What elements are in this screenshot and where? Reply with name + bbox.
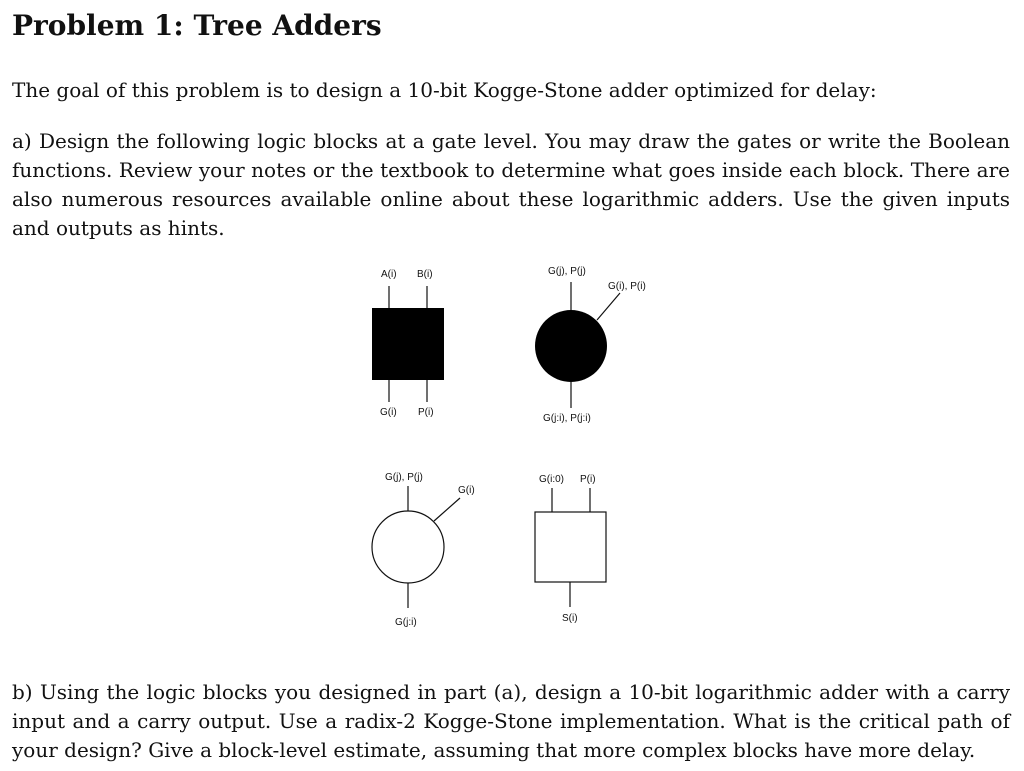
label-a-i: A(i)	[381, 269, 397, 280]
problem-intro: The goal of this problem is to design a 10-bit Kogge-Stone adder optimized for delay:	[12, 78, 877, 102]
label-g-i-side: G(i)	[458, 485, 475, 496]
label-s-i-out: S(i)	[562, 613, 578, 624]
label-g-ji-out: G(j:i)	[395, 617, 417, 628]
part-a-text: a) Design the following logic blocks at a gate level. You may draw the gates or write the Boolean functions. Review your notes or the textbook to determine what goes inside each block. There are also numerous resources available online about these logarithmic adders. Use the given inputs and outputs as hints.	[12, 129, 1010, 240]
label-g-i0: G(i:0)	[539, 474, 564, 485]
black-square-block	[372, 308, 444, 380]
label-gp-j-top-2: G(j), P(j)	[385, 472, 423, 483]
label-p-i-in: P(i)	[580, 474, 596, 485]
white-circle-block	[372, 511, 444, 583]
black-cell-block	[535, 266, 646, 424]
gray-cell-block	[372, 472, 475, 628]
label-g-i-out: G(i)	[380, 407, 397, 418]
black-circle-block	[535, 310, 607, 382]
part-b-text: b) Using the logic blocks you designed in part (a), design a 10-bit logarithmic adder with a carry input and a carry output. Use a radix-2 Kogge-Stone implementation. What is the critical path of your design? Give a block-level estimate, assuming that more complex blocks have more delay.	[12, 680, 1010, 762]
label-b-i: B(i)	[417, 269, 433, 280]
label-gp-i-side: G(i), P(i)	[608, 281, 646, 292]
label-gp-j-top: G(j), P(j)	[548, 266, 586, 277]
problem-title: Problem 1: Tree Adders	[12, 9, 382, 42]
pg-generate-block	[372, 269, 444, 418]
wire-g-i-in	[434, 498, 460, 521]
label-gp-ji-out: G(j:i), P(j:i)	[543, 413, 591, 424]
white-square-block	[535, 512, 606, 582]
label-p-i-out: P(i)	[418, 407, 434, 418]
sum-block	[535, 474, 606, 624]
wire-gp-i-in	[597, 293, 620, 320]
